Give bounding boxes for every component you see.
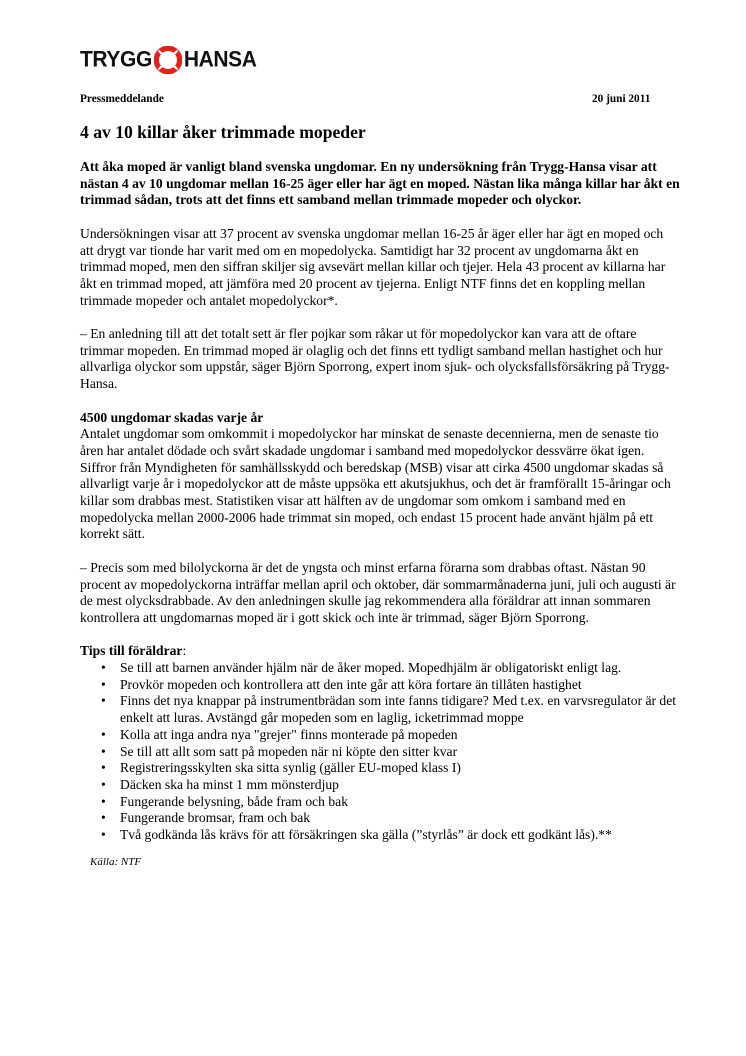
list-item: • Provkör mopeden och kontrollera att den inte går att köra fortare än tillåten hastighet (80, 677, 680, 694)
body-paragraph-2: – En anledning till att det totalt sett är fler pojkar som råkar ut för mopedolyckor kan vara att de oftare trimmar mopeden. En trimmad moped är olaglig och det finns ett tydligt samband mellan hastighet och hur allvarliga olyckor som uppstår, säger Björn Sporrong, expert inom sjuk- och olycksfallsförsäkring på Trygg-Hansa. (80, 326, 670, 392)
tips-heading (80, 643, 680, 660)
tips-heading-colon: : (182, 643, 187, 659)
press-release-label: Pressmeddelande (80, 93, 164, 105)
list-item: • Fungerande bromsar, fram och bak (80, 810, 680, 827)
list-item: • Se till att barnen använder hjälm när de åker moped. Mopedhjälm är obligatoriskt enligt lag. (80, 660, 680, 677)
article-title: 4 av 10 killar åker trimmade mopeder (80, 122, 366, 142)
logo-text-left: TRYGG (80, 47, 152, 72)
article-body (80, 121, 680, 870)
list-item: • Kolla att inga andra nya "grejer" finns monterade på mopeden (80, 727, 680, 744)
section-paragraph-2: – Precis som med bilolyckorna är det de yngsta och minst erfarna förarna som drabbas oftast. Nästan 90 procent av mopedolyckorna inträffar mellan april och oktober, där sommarmånaderna juni, juli och augusti är de mest olycksdrabbade. Av den anledningen skulle jag rekommendera alla föräldrar att innan sommaren kontrollera att ungdomarnas moped är i gott skick och inte är trimmad, säger Björn Sporrong. (80, 559, 676, 625)
body-paragraph-1: Undersökningen visar att 37 procent av svenska ungdomar mellan 16-25 år äger eller har ägt en moped och att drygt var tionde har varit med om en mopedolycka. Samtidigt har 32 procent av ungdomarna åkt en trimmad moped, men den siffran skiljer sig avsevärt mellan killar och tjejer. Hela 43 procent av killarna har åkt en trimmad moped, att jämföra med 20 procent av tjejerna. Enligt NTF finns det en koppling mellan trimmade mopeder och antalet mopedolyckor*. (80, 225, 666, 308)
list-item: • Däcken ska ha minst 1 mm mönsterdjup (80, 777, 680, 794)
section-heading: 4500 ungdomar skadas varje år (80, 409, 264, 425)
list-item: • Registreringsskylten ska sitta synlig (gäller EU-moped klass I) (80, 760, 680, 777)
logo-text-right: HANSA (183, 47, 257, 72)
trygg-hansa-logo (80, 42, 257, 78)
list-item: • Se till att allt som satt på mopeden när ni köpte den sitter kvar (80, 744, 680, 761)
list-item: • Finns det nya knappar på instrumentbrädan som inte fanns tidigare? Med t.ex. en varvsregulator är det enkelt att luras. Avstängd går mopeden som en laglig, icketrimmad moppe (80, 693, 680, 726)
release-date: 20 juni 2011 (592, 93, 651, 105)
section-paragraph-1: Antalet ungdomar som omkommit i mopedolyckor har minskat de senaste decennierna, men de senaste tio åren har antalet dödade och svårt skadade ungdomar i samband med mopedolyckor dessvärre ökat igen. Siffror från Myndigheten för samhällsskydd och beredskap (MSB) visar att cirka 4500 ungdomar skadas så allvarligt varje år i mopedolyckor att de måste uppsöka ett akutsjukhus, och det är framförallt 15-åringar och killar som drabbas mest. Statistiken visar att hälften av de ungdomar som omkom i samband med en mopedolycka mellan 2000-2006 hade trimmat sin moped, och endast 15 procent hade använt hjälm på ett korrekt sätt. (80, 426, 671, 542)
source-note: Källa: NTF (90, 855, 142, 868)
lead-paragraph: Att åka moped är vanligt bland svenska ungdomar. En ny undersökning från Trygg-Hansa visar att nästan 4 av 10 ungdomar mellan 16-25 äger eller har ägt en moped. Nästan lika många killar har åkt en trimmad sådan, trots att det finns ett samband mellan trimmade mopeder och olyckor. (80, 159, 680, 208)
tips-list (80, 660, 680, 844)
list-item: • Två godkända lås krävs för att försäkringen ska gälla (”styrlås” är dock ett godkänt lås).** (80, 827, 680, 844)
list-item: • Fungerande belysning, både fram och bak (80, 794, 680, 811)
tips-heading-text: Tips till föräldrar (80, 643, 183, 659)
lifebuoy-icon (154, 46, 182, 74)
